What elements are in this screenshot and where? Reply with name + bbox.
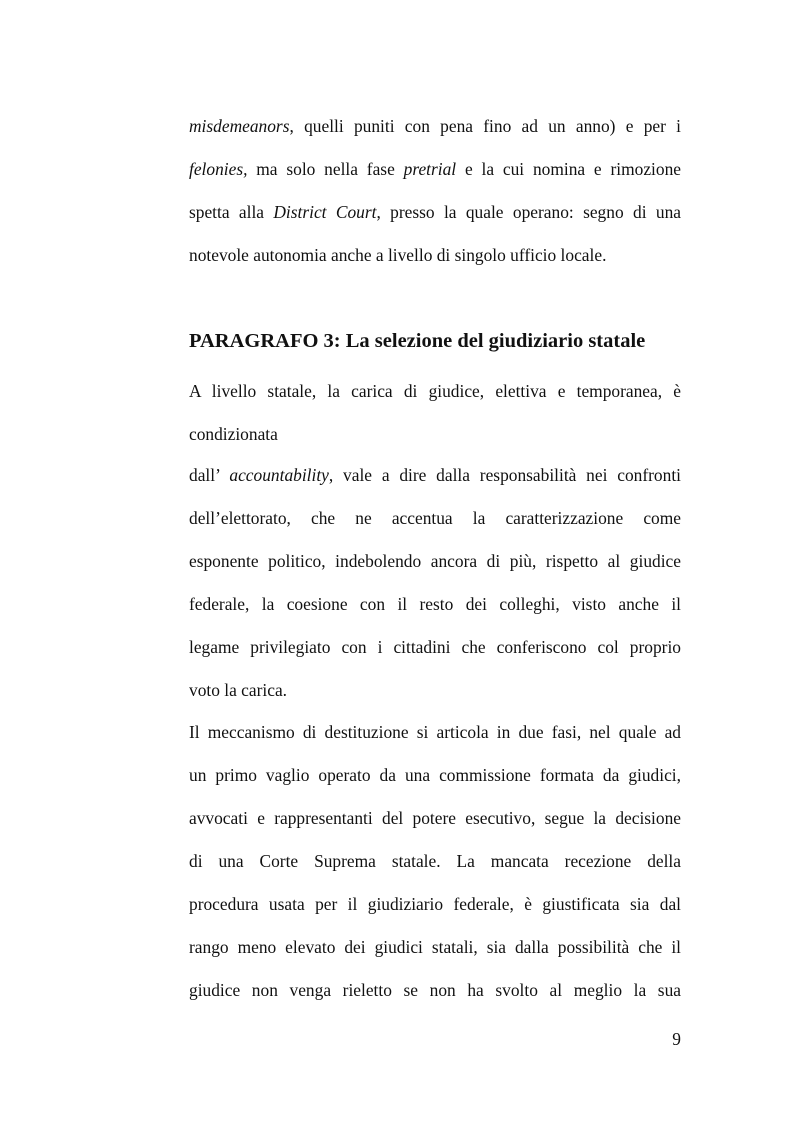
paragraph-line (189, 635, 681, 659)
paragraph-line (189, 978, 681, 1002)
text-span: accountability (229, 465, 329, 485)
paragraph-line (189, 678, 681, 702)
paragraph-line (189, 763, 681, 787)
paragraph-line (189, 506, 681, 530)
paragraph-line (189, 892, 681, 916)
text-span: , quelli puniti con pena fino ad un anno) e per i (289, 116, 681, 136)
paragraph-line (189, 463, 681, 487)
text-span: voto la carica. (189, 680, 288, 700)
text-span: un primo vaglio operato da una commissione formata da giudici, (189, 765, 681, 785)
paragraph-line (189, 549, 681, 573)
text-span: e la cui nomina e rimozione (456, 159, 681, 179)
paragraph-line (189, 849, 681, 873)
text-span: legame privilegiato con i cittadini che conferiscono col proprio (189, 637, 681, 657)
text-span: avvocati e rappresentanti del potere esecutivo, segue la decisione (189, 808, 681, 828)
text-span: pretrial (403, 159, 457, 179)
text-span: dell’elettorato, che ne accentua la caratterizzazione come (189, 508, 681, 528)
paragraph-line (189, 806, 681, 830)
text-span: Il meccanismo di destituzione si articola in due fasi, nel quale ad (189, 722, 681, 742)
text-span: federale, la coesione con il resto dei colleghi, visto anche il (189, 594, 681, 614)
text-span: procedura usata per il giudiziario federale, è giustificata sia dal (189, 894, 681, 914)
paragraph-line (189, 114, 681, 138)
text-span: notevole autonomia anche a livello di singolo ufficio locale. (189, 245, 607, 265)
text-span: di una Corte Suprema statale. La mancata recezione della (189, 851, 681, 871)
section-heading: PARAGRAFO 3: La selezione del giudiziario statale (189, 330, 646, 352)
paragraph-line (189, 935, 681, 959)
paragraph-line (189, 422, 681, 446)
text-span: esponente politico, indebolendo ancora di più, rispetto al giudice (189, 551, 681, 571)
text-span: A livello statale, la carica di giudice, elettiva e temporanea, è (189, 381, 681, 401)
paragraph-line (189, 720, 681, 744)
paragraph-line (189, 243, 681, 267)
text-span: rango meno elevato dei giudici statali, sia dalla possibilità che il (189, 937, 681, 957)
text-span: misdemeanors (189, 116, 290, 136)
page-number: 9 (672, 1029, 681, 1049)
paragraph-line (189, 592, 681, 616)
paragraph-line (189, 157, 681, 181)
text-span: dall’ (189, 465, 230, 485)
text-span: giudice non venga rieletto se non ha svolto al meglio la sua (189, 980, 681, 1000)
paragraph-line (189, 200, 681, 224)
text-span: District Court (273, 202, 377, 222)
text-span: , vale a dire dalla responsabilità nei confronti (328, 465, 681, 485)
text-span: spetta alla (189, 202, 274, 222)
text-span: , presso la quale operano: segno di una (376, 202, 681, 222)
text-span: felonies, (189, 159, 248, 179)
paragraph-line (189, 379, 681, 403)
text-span: ma solo nella fase (247, 159, 404, 179)
text-span: condizionata (189, 424, 278, 444)
